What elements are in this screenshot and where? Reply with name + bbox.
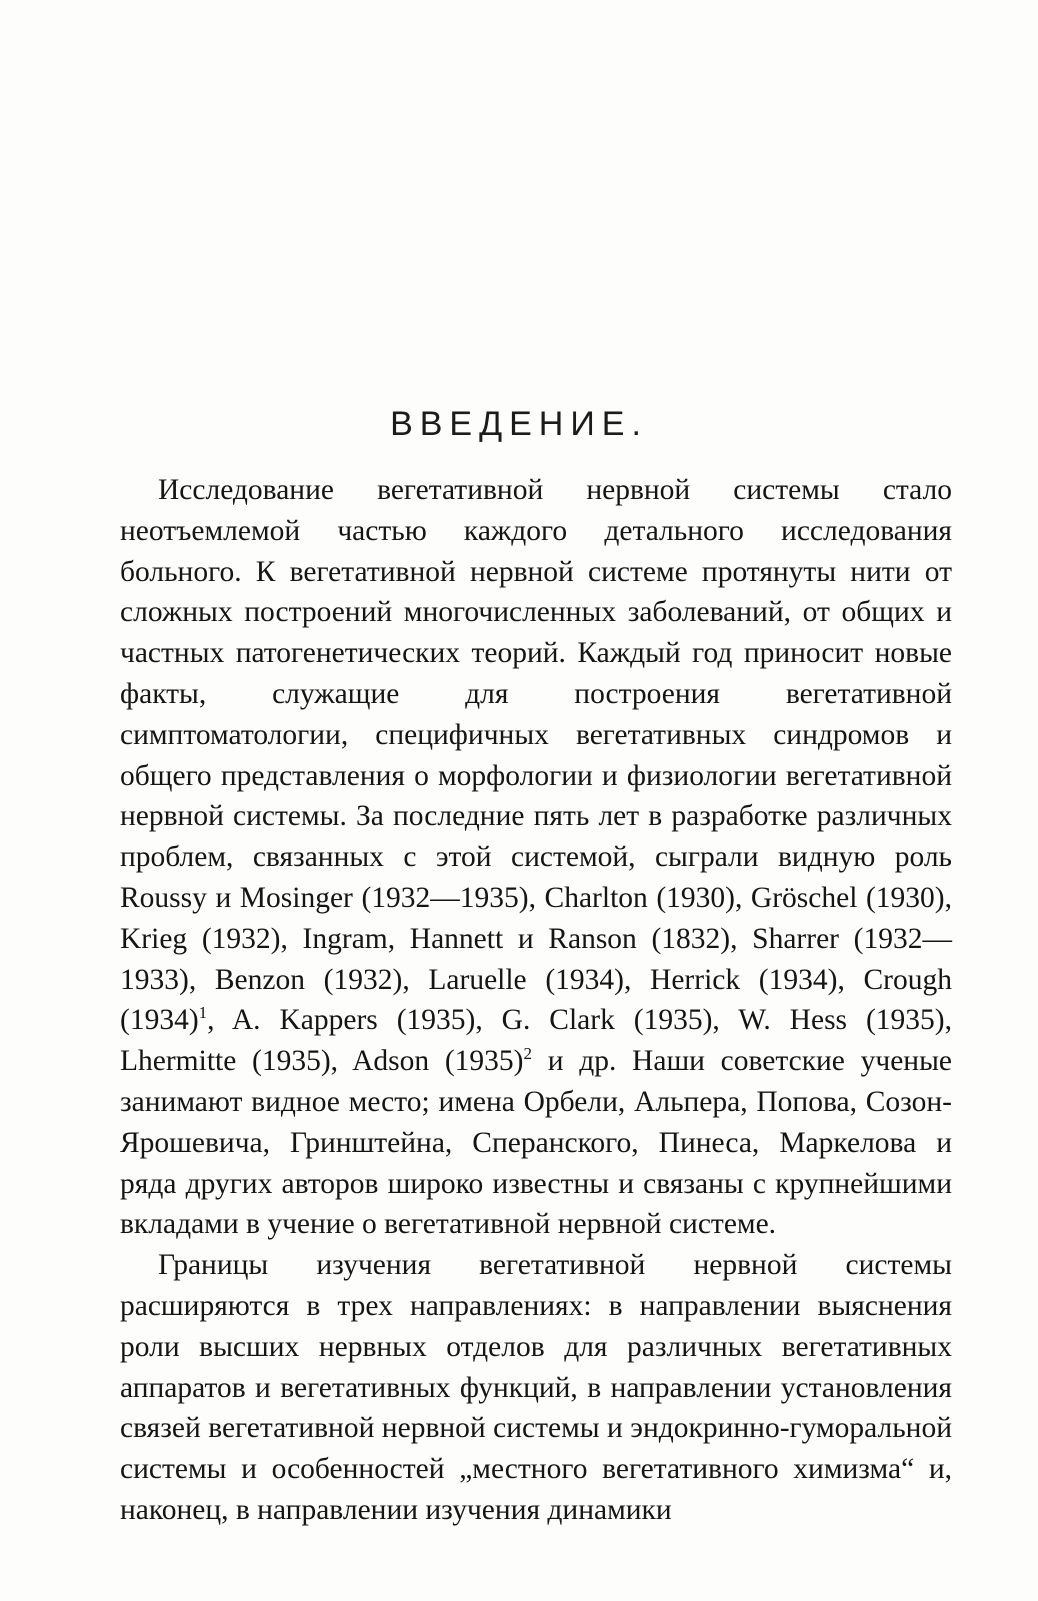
paragraph-1 bbox=[120, 470, 952, 1245]
paragraph-2: Границы изучения вегетативной нервной системы расширяются в трех направлениях: в направлении выяснения роли высших нервных отделов для различных вегетативных аппаратов и вегетативных функций, в направлении установления связей вегетативной нервной системы и эндокринно-гуморальной системы и особенностей „местного вегетативного химизма“ и, наконец, в направлении изучения динамики bbox=[120, 1249, 952, 1526]
body-text bbox=[120, 470, 952, 1531]
footnote-ref-1: 1 bbox=[198, 1003, 208, 1023]
footnote-ref-2: 2 bbox=[523, 1044, 533, 1064]
paragraph-1-text-a: Исследование вегетативной нервной системы стало неотъемлемой частью каждого детального исследования больного. К вегетативной нервной системе протянуты нити от сложных построений многочисленных заболеваний, от общих и частных патогенетических теорий. Каждый год приносит новые факты, служащие для построения вегетативной симптоматологии, специфичных вегетативных синдромов и общего представления о морфологии и физиологии вегетативной нервной системы. За последние пять лет в разработке различных проблем, связанных с этой системой, сыграли видную роль Roussy и Mosinger (1932—1935), Charlton (1930), Gröschel (1930), Krieg (1932), Ingram, Hannett и Ranson (1832), Sharrer (1932—1933), Benzon (1932), Laruelle (1934), Herrick (1934), Crough (1934) bbox=[120, 474, 952, 1037]
paragraph-1-text-b: , A. Kappers (1935), G. Clark (1935), W. Hess (1935), Lhermitte (1935), Adson (1935) bbox=[120, 1004, 952, 1078]
paragraph-1-text-c: и др. Наши советские ученые занимают видное место; имена Орбели, Альпера, Попова, Созон-Ярошевича, Гринштейна, Сперанского, Пинеса, Маркелова и ряда других авторов широко известны и связаны с крупнейшими вкладами в учение о вегетативной нервной системе. bbox=[120, 1045, 952, 1241]
section-heading: ВВЕДЕНИЕ. bbox=[390, 405, 648, 443]
